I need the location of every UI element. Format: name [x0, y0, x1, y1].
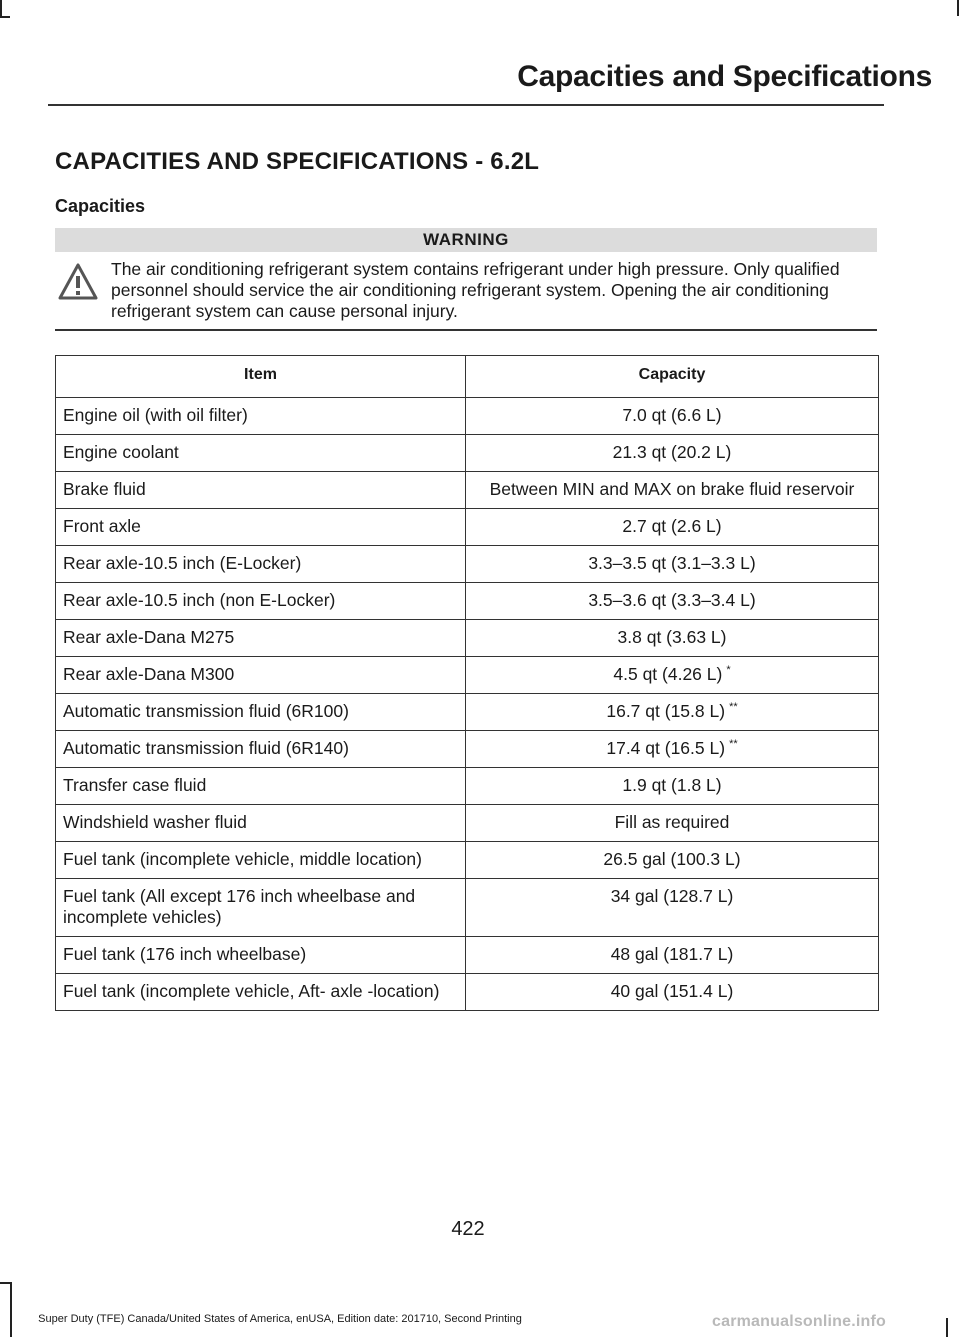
capacity-value: 3.3–3.5 qt (3.1–3.3 L) [588, 553, 756, 573]
table-row [56, 805, 879, 842]
capacity-value: 16.7 qt (15.8 L) [606, 701, 726, 721]
table-row [56, 694, 879, 731]
table-row [56, 731, 879, 768]
page-header-title: Capacities and Specifications [517, 60, 932, 93]
crop-mark [0, 0, 2, 16]
capacity-cell [466, 398, 879, 435]
capacity-cell [466, 435, 879, 472]
capacity-value: 3.8 qt (3.63 L) [617, 627, 727, 647]
section-title: CAPACITIES AND SPECIFICATIONS - 6.2L [55, 148, 540, 175]
page-number: 422 [451, 1218, 485, 1240]
capacity-cell [466, 546, 879, 583]
watermark-text: carmanualsonline.info [712, 1313, 887, 1330]
table-row [56, 509, 879, 546]
capacity-value: 26.5 gal (100.3 L) [603, 849, 741, 869]
capacity-cell [466, 731, 879, 768]
capacity-value: 48 gal (181.7 L) [610, 944, 734, 964]
header-divider [48, 104, 884, 106]
item-cell: Engine coolant [56, 435, 466, 472]
item-cell: Front axle [56, 509, 466, 546]
capacity-cell [466, 768, 879, 805]
capacity-cell [466, 937, 879, 974]
crop-mark [957, 0, 959, 16]
item-cell: Rear axle-Dana M300 [56, 657, 466, 694]
capacity-cell [466, 974, 879, 1011]
item-cell: Rear axle-Dana M275 [56, 620, 466, 657]
crop-mark [0, 1282, 10, 1284]
capacity-value: 3.5–3.6 qt (3.3–3.4 L) [588, 590, 756, 610]
capacity-value: Fill as required [614, 812, 730, 832]
table-row [56, 879, 879, 937]
crop-mark [0, 16, 10, 18]
capacity-value: 2.7 qt (2.6 L) [622, 516, 722, 536]
capacity-cell [466, 879, 879, 937]
table-row [56, 937, 879, 974]
capacity-value: 21.3 qt (20.2 L) [612, 442, 732, 462]
warning-heading: WARNING [55, 228, 877, 252]
crop-mark [946, 1318, 948, 1337]
capacity-cell [466, 620, 879, 657]
table-row [56, 435, 879, 472]
footnote-marker: ** [729, 738, 738, 750]
section-subtitle: Capacities [55, 196, 146, 216]
capacity-cell [466, 694, 879, 731]
capacity-cell [466, 472, 879, 509]
item-cell: Fuel tank (176 inch wheelbase) [56, 937, 466, 974]
capacity-cell [466, 583, 879, 620]
capacity-cell [466, 509, 879, 546]
item-cell: Fuel tank (incomplete vehicle, Aft- axle -location) [56, 974, 466, 1011]
capacity-value: 34 gal (128.7 L) [610, 886, 734, 906]
item-cell: Brake fluid [56, 472, 466, 509]
item-cell: Rear axle-10.5 inch (E-Locker) [56, 546, 466, 583]
table-row [56, 974, 879, 1011]
table-row [56, 398, 879, 435]
item-cell: Windshield washer fluid [56, 805, 466, 842]
item-cell: Fuel tank (incomplete vehicle, middle location) [56, 842, 466, 879]
capacity-cell [466, 657, 879, 694]
capacity-value: 17.4 qt (16.5 L) [606, 738, 726, 758]
edition-footer: Super Duty (TFE) Canada/United States of America, enUSA, Edition date: 201710, Second Printing [38, 1313, 522, 1325]
footnote-marker: * [726, 664, 731, 676]
table-row [56, 620, 879, 657]
crop-mark [10, 1282, 12, 1337]
table-row [56, 583, 879, 620]
table-row [56, 768, 879, 805]
capacity-value: 40 gal (151.4 L) [610, 981, 734, 1001]
capacity-value: 4.5 qt (4.26 L) [613, 664, 723, 684]
item-cell: Rear axle-10.5 inch (non E-Locker) [56, 583, 466, 620]
capacity-value: 7.0 qt (6.6 L) [622, 405, 722, 425]
item-cell: Fuel tank (All except 176 inch wheelbase and incomplete vehicles) [56, 879, 466, 937]
footnote-marker: ** [729, 701, 738, 713]
item-cell: Automatic transmission fluid (6R140) [56, 731, 466, 768]
capacity-value: 1.9 qt (1.8 L) [622, 775, 722, 795]
warning-divider [55, 329, 877, 331]
item-cell: Transfer case fluid [56, 768, 466, 805]
capacity-value: Between MIN and MAX on brake fluid reservoir [489, 479, 855, 499]
column-header-item: Item [56, 356, 466, 398]
item-cell: Automatic transmission fluid (6R100) [56, 694, 466, 731]
warning-text: The air conditioning refrigerant system contains refrigerant under high pressure. Only qualified personnel should service the air conditioning refrigerant system. Opening the air conditioning refrigerant system can cause personal injury. [111, 259, 840, 321]
table-row [56, 842, 879, 879]
table-row [56, 657, 879, 694]
table-header-row [56, 356, 879, 398]
table-row [56, 472, 879, 509]
column-header-capacity: Capacity [466, 356, 879, 398]
capacity-cell [466, 805, 879, 842]
capacity-cell [466, 842, 879, 879]
item-cell: Engine oil (with oil filter) [56, 398, 466, 435]
capacities-table [55, 355, 879, 1011]
warning-triangle-icon [57, 262, 99, 302]
table-row [56, 546, 879, 583]
